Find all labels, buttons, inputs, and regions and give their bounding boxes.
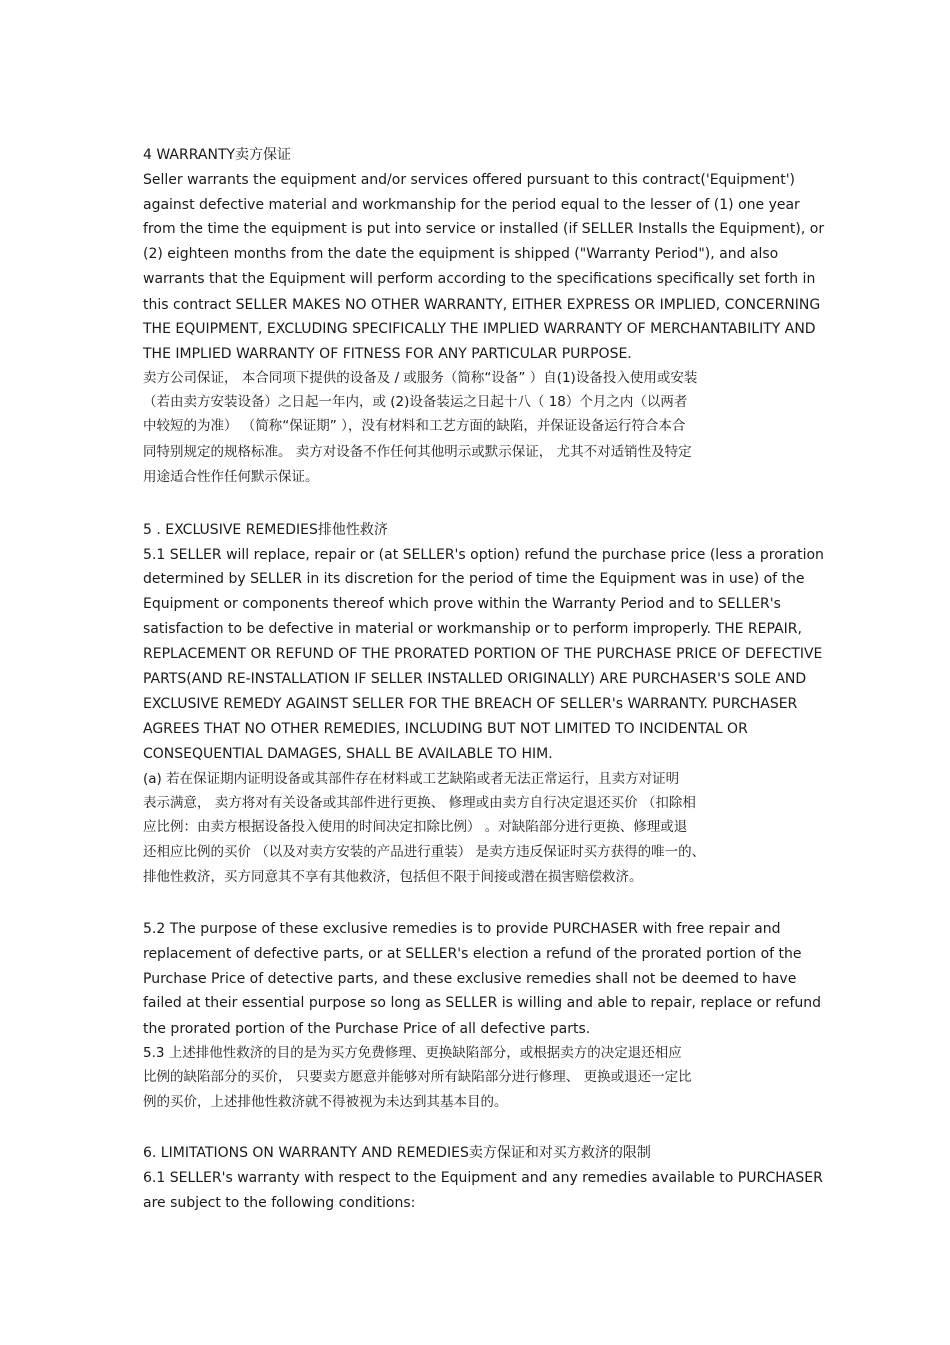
clause-5-1-en-line: 5.1 SELLER will replace, repair or (at SELLER's option) refund the purchase price (less a proration <box>143 547 824 563</box>
clause-5-2-en-line: Purchase Price of detective parts, and these exclusive remedies shall not be deemed to have <box>143 971 797 987</box>
clause-5-2-en-line: 5.2 The purpose of these exclusive remedies is to provide PURCHASER with free repair and <box>143 921 781 937</box>
clause-5-1-en-line: EXCLUSIVE REMEDY AGAINST SELLER FOR THE BREACH OF SELLER's WARRANTY. PURCHASER <box>143 696 798 712</box>
clause-5-1-en-line: REPLACEMENT OR REFUND OF THE PRORATED PORTION OF THE PURCHASE PRICE OF DEFECTIVE <box>143 646 823 662</box>
clause-5-3-cn-line: 比例的缺陷部分的买价， 只要卖方愿意并能够对所有缺陷部分进行修理、 更换或退还一定比 <box>143 1069 692 1085</box>
clause-6-1-en-line: are subject to the following conditions: <box>143 1195 416 1211</box>
section-4-cn-line: 用途适合性作任何默示保证。 <box>143 469 319 485</box>
clause-5-1-en-line: AGREES THAT NO OTHER REMEDIES, INCLUDING BUT NOT LIMITED TO INCIDENTAL OR <box>143 721 748 737</box>
clause-5-1-cn-line: 还相应比例的买价 （以及对卖方安装的产品进行重装） 是卖方违反保证时买方获得的唯一的、 <box>143 844 706 860</box>
clause-5-1-cn-line: 应比例：由卖方根据设备投入使用的时间决定扣除比例） 。对缺陷部分进行更换、修理或退 <box>143 819 688 835</box>
clause-5-1-cn-line: 排他性救济，买方同意其不享有其他救济，包括但不限于间接或潜在损害赔偿救济。 <box>143 869 643 885</box>
clause-6-1-en-line: 6.1 SELLER's warranty with respect to the Equipment and any remedies available to PURCHASER <box>143 1170 823 1186</box>
clause-5-3-cn-line: 例的买价，上述排他性救济就不得被视为未达到其基本目的。 <box>143 1094 508 1110</box>
section-4-en-line: from the time the equipment is put into service or installed (if SELLER Installs the Equipment), or <box>143 221 825 237</box>
section-5-heading: 5 . EXCLUSIVE REMEDIES排他性救济 <box>143 522 388 538</box>
clause-5-2-en-line: replacement of defective parts, or at SELLER's election a refund of the prorated portion of the <box>143 946 802 962</box>
section-6-heading: 6. LIMITATIONS ON WARRANTY AND REMEDIES卖方保证和对买方救济的限制 <box>143 1145 651 1161</box>
section-4-en-line: Seller warrants the equipment and/or services offered pursuant to this contract('Equipment') <box>143 172 795 188</box>
clause-5-2-en-line: failed at their essential purpose so long as SELLER is willing and able to repair, replace or refund <box>143 995 822 1011</box>
section-4-en-line: (2) eighteen months from the date the equipment is shipped ("Warranty Period"), and also <box>143 246 779 262</box>
section-4-cn-line: （若由卖方安装设备）之日起一年内，或 (2)设备装运之日起十八（ 18）个月之内（以两者 <box>143 394 688 410</box>
clause-5-1-cn-line: (a) 若在保证期内证明设备或其部件存在材料或工艺缺陷或者无法正常运行，且卖方对证明 <box>143 771 680 787</box>
section-4-cn-line: 卖方公司保证， 本合同项下提供的设备及 / 或服务（简称“设备” ）自(1)设备投入使用或安装 <box>143 370 698 386</box>
clause-5-3-cn-line: 5.3 上述排他性救济的目的是为买方免费修理、更换缺陷部分，或根据卖方的决定退还相应 <box>143 1045 682 1061</box>
clause-5-1-en-line: determined by SELLER in its discretion for the period of time the Equipment was in use) of the <box>143 571 805 587</box>
clause-5-1-en-line: PARTS(AND RE-INSTALLATION IF SELLER INSTALLED ORIGINALLY) ARE PURCHASER'S SOLE AND <box>143 671 807 687</box>
section-4-cn-line: 同特别规定的规格标准。 卖方对设备不作任何其他明示或默示保证， 尤其不对适销性及特定 <box>143 444 692 460</box>
clause-5-1-en-line: Equipment or components thereof which prove within the Warranty Period and to SELLER's <box>143 596 781 612</box>
section-4-heading: 4 WARRANTY卖方保证 <box>143 147 292 163</box>
section-4-en-line: warrants that the Equipment will perform according to the specifications specifically set forth in <box>143 271 816 287</box>
clause-5-2-en-line: the prorated portion of the Purchase Price of all defective parts. <box>143 1021 591 1037</box>
section-4-en-line: THE IMPLIED WARRANTY OF FITNESS FOR ANY PARTICULAR PURPOSE. <box>143 346 632 362</box>
clause-5-1-cn-line: 表示满意， 卖方将对有关设备或其部件进行更换、 修理或由卖方自行决定退还买价 （扣除相 <box>143 795 696 811</box>
section-4-en-line: THE EQUIPMENT, EXCLUDING SPECIFICALLY THE IMPLIED WARRANTY OF MERCHANTABILITY AND <box>143 321 816 337</box>
section-4-en-line: against defective material and workmanship for the period equal to the lesser of (1) one year <box>143 197 800 213</box>
section-4-en-line: this contract SELLER MAKES NO OTHER WARRANTY, EITHER EXPRESS OR IMPLIED, CONCERNING <box>143 297 821 313</box>
section-4-cn-line: 中较短的为准） （简称“保证期” ），没有材料和工艺方面的缺陷，并保证设备运行符合本合 <box>143 418 686 434</box>
clause-5-1-en-line: CONSEQUENTIAL DAMAGES, SHALL BE AVAILABLE TO HIM. <box>143 746 553 762</box>
clause-5-1-en-line: satisfaction to be defective in material or workmanship or to perform improperly. THE REPAIR, <box>143 621 802 637</box>
